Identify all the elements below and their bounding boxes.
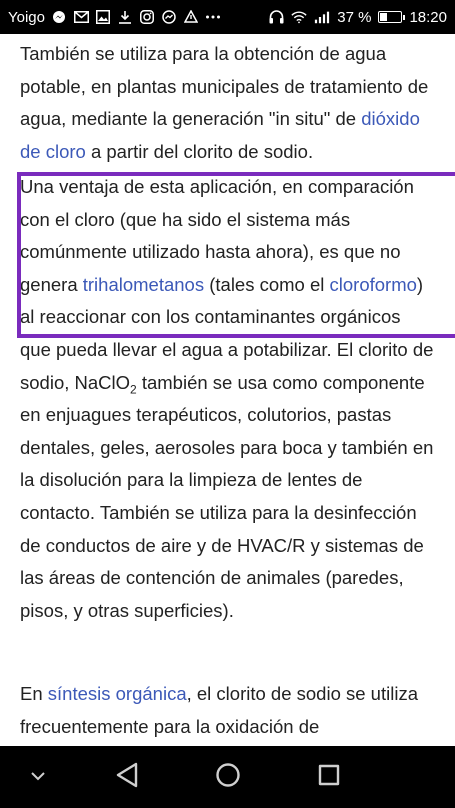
gallery-icon (95, 9, 111, 25)
signal-icon (314, 9, 330, 25)
home-icon (215, 762, 241, 793)
notification-icons (51, 9, 221, 25)
chevron-down-icon (30, 768, 46, 786)
paragraph-text: (tales como el (204, 273, 330, 295)
instagram-icon (139, 9, 155, 25)
article-content[interactable] (0, 34, 455, 746)
link-trihalometanos[interactable]: trihalometanos (82, 273, 205, 295)
article-paragraph (20, 678, 435, 743)
carrier-name: Yoigo (8, 8, 45, 26)
link-cloroformo[interactable]: cloroformo (329, 273, 417, 295)
battery-icon (378, 11, 402, 23)
messenger-icon (51, 9, 67, 25)
paragraph-text: , el clorito de sodio se utiliza frecuentemente para la oxidación de (20, 683, 418, 737)
headphones-icon (268, 9, 284, 25)
back-icon (115, 762, 139, 793)
battery-percent: 37 % (337, 8, 372, 26)
system-status (268, 9, 447, 26)
paragraph-text: ) al reaccionar con los contaminantes orgánicos que pueda llevar el agua a potabilizar. El clorito de sodio, NaClO (20, 273, 434, 393)
navigation-bar (0, 746, 455, 808)
recents-button[interactable] (314, 762, 344, 792)
paragraph-text: a partir del clorito de sodio. (85, 140, 314, 162)
link-sintesis-organica[interactable]: síntesis orgánica (47, 683, 187, 704)
messenger-icon (161, 9, 177, 25)
notification-icon (183, 9, 199, 25)
download-icon (117, 9, 133, 25)
link-dioxido-de-cloro[interactable]: dióxido de cloro (20, 108, 420, 162)
wifi-icon (291, 9, 307, 25)
paragraph-text: también se usa como componente en enjuagues terapéuticos, colutorios, pastas dentales, geles, aerosoles para boca y también en la disolución para la limpieza de lentes de contacto. También se utiliza para la desinfección de conductos de aire y de HVAC/R y sistemas de las áreas de contención de animales (paredes, pisos, y otras superficies). (20, 371, 434, 621)
paragraph-text: En (20, 683, 48, 704)
paragraph-text: Una ventaja de esta aplicación, en comparación con el cloro (que ha sido el sistema más comúnmente utilizado hasta ahora), es que no genera (20, 176, 414, 295)
back-button[interactable] (112, 762, 142, 792)
mail-icon (73, 9, 89, 25)
recents-icon (318, 764, 340, 791)
more-icon (205, 9, 221, 25)
highlight-box (17, 172, 455, 338)
article-paragraph (20, 38, 435, 168)
home-button[interactable] (213, 762, 243, 792)
hide-keyboard-button[interactable] (23, 762, 53, 792)
battery-fill (380, 13, 387, 21)
subscript: 2 (130, 382, 137, 397)
status-bar (0, 0, 455, 34)
paragraph-text: También se utiliza para la obtención de agua potable, en plantas municipales de tratamiento de agua, mediante la generación "in situ" de (20, 43, 429, 130)
clock: 18:20 (409, 8, 447, 26)
